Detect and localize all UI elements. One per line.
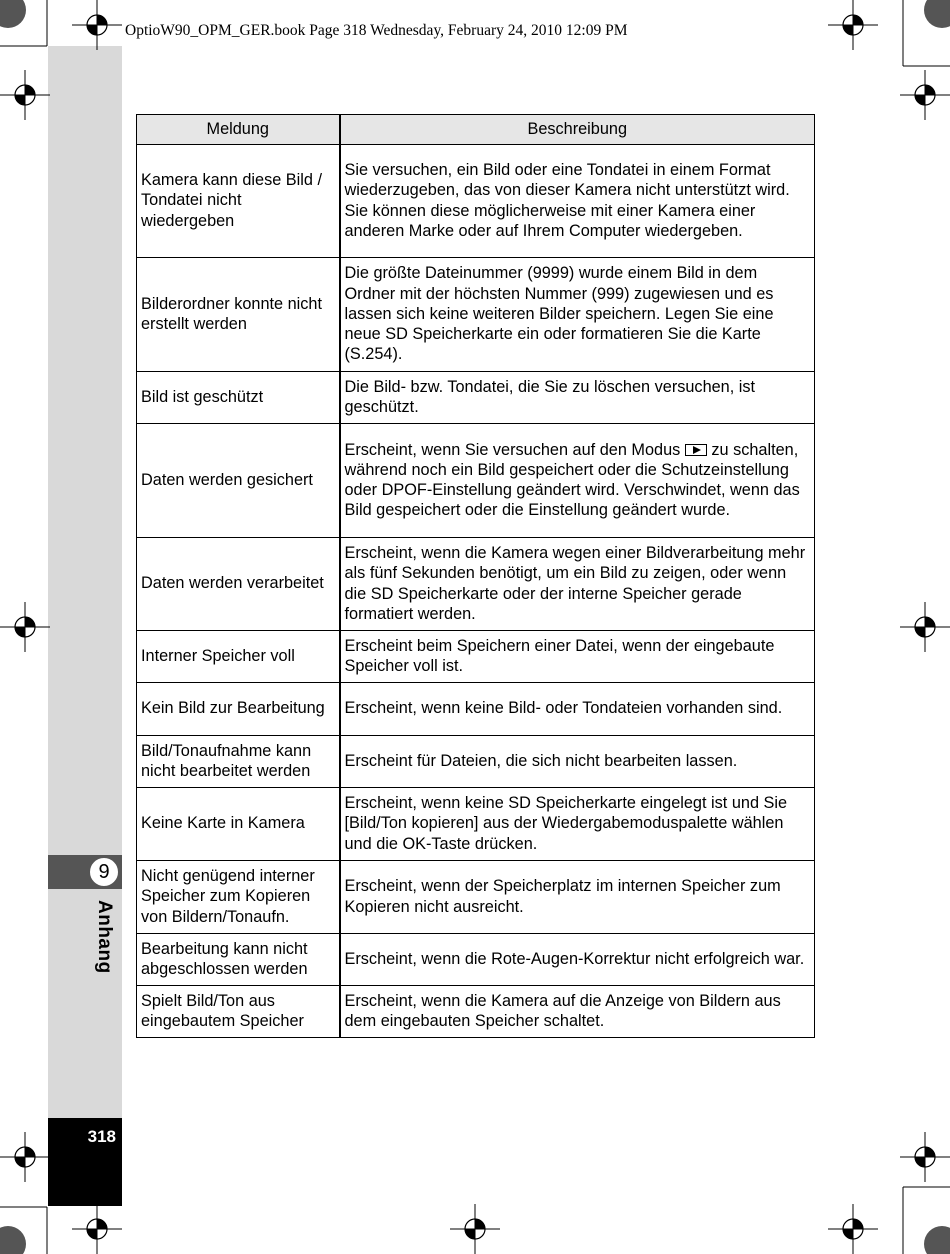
description-text-before: Erscheint, wenn Sie versuchen auf den Modus [344,440,681,459]
description-cell: Sie versuchen, ein Bild oder eine Tondatei in einem Format wiederzugeben, das von dieser Kamera nicht unterstützt wird. Sie können diese möglicherweise mit einer Kamera einer anderen Marke oder auf Ihrem Computer wiedergeben. [340,145,815,258]
description-cell: Erscheint, wenn die Rote-Augen-Korrektur nicht erfolgreich war. [340,934,815,986]
description-cell: Erscheint für Dateien, die sich nicht bearbeiten lassen. [340,736,815,788]
message-cell: Nicht genügend interner Speicher zum Kopieren von Bildern/Tonaufn. [137,861,340,934]
column-header-description: Beschreibung [340,115,815,145]
description-cell: Erscheint, wenn die Kamera auf die Anzeige von Bildern aus dem eingebauten Speicher schaltet. [340,986,815,1038]
message-cell: Daten werden gesichert [137,424,340,538]
description-cell: Erscheint, wenn keine Bild- oder Tondateien vorhanden sind. [340,683,815,736]
message-cell: Bild/Tonaufnahme kann nicht bearbeitet werden [137,736,340,788]
message-cell: Bilderordner konnte nicht erstellt werden [137,258,340,372]
message-cell: Interner Speicher voll [137,631,340,683]
description-cell: Die größte Dateinummer (9999) wurde einem Bild in dem Ordner mit der höchsten Nummer (999) zugewiesen und es lassen sich keine weiteren Bilder speichern. Legen Sie eine neue SD Speicherkarte ein oder formatieren Sie die Karte (S.254). [340,258,815,372]
description-text-after: zu schalten, während noch ein Bild gespeichert oder die Schutzeinstellung oder DPOF-Einstellung geändert wird. Verschwindet, wenn das Bild gespeichert oder die Einstellung geändert wurde. [344,440,800,520]
message-cell: Daten werden verarbeitet [137,538,340,631]
message-cell: Bearbeitung kann nicht abgeschlossen werden [137,934,340,986]
chapter-number: 9 [89,857,119,887]
column-header-message: Meldung [137,115,340,145]
message-cell: Keine Karte in Kamera [137,788,340,861]
page-number: 318 [87,1127,116,1146]
message-cell: Spielt Bild/Ton aus eingebautem Speicher [137,986,340,1038]
description-cell: Erscheint beim Speichern einer Datei, wenn der eingebaute Speicher voll ist. [340,631,815,683]
message-cell: Kein Bild zur Bearbeitung [137,683,340,736]
chapter-title: Anhang [94,900,115,974]
description-cell: Erscheint, wenn die Kamera wegen einer Bildverarbeitung mehr als fünf Sekunden benötigt, um ein Bild zu zeigen, oder wenn die SD Speicherkarte oder der interne Speicher gerade formatiert werden. [340,538,815,631]
description-cell: Die Bild- bzw. Tondatei, die Sie zu löschen versuchen, ist geschützt. [340,372,815,424]
description-cell: Erscheint, wenn keine SD Speicherkarte eingelegt ist und Sie [Bild/Ton kopieren] aus der Wiedergabemoduspalette wählen und die OK-Taste drücken. [340,788,815,861]
description-cell: Erscheint, wenn der Speicherplatz im internen Speicher zum Kopieren nicht ausreicht. [340,861,815,934]
message-cell: Kamera kann diese Bild / Tondatei nicht wiedergeben [137,145,340,258]
print-header: OptioW90_OPM_GER.book Page 318 Wednesday, February 24, 2010 12:09 PM [125,22,628,39]
message-cell: Bild ist geschützt [137,372,340,424]
